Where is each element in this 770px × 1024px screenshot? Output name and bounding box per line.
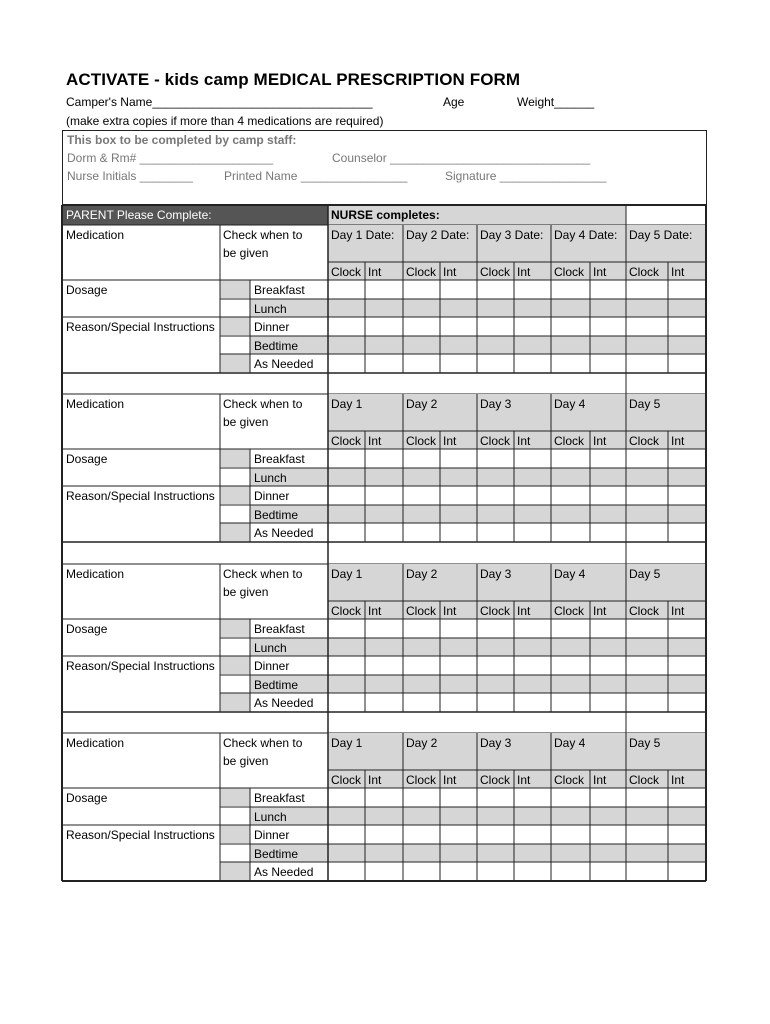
check-when-label: Check when to (223, 397, 303, 411)
clock-label: Clock (331, 773, 362, 787)
check-when-label-2: be given (223, 754, 269, 768)
reason-label: Reason/Special Instructions (66, 489, 215, 503)
day-label: Day 5 (629, 397, 661, 411)
blank (220, 601, 328, 619)
clock-label: Clock (331, 604, 362, 618)
blank (62, 262, 220, 280)
blank (220, 431, 328, 449)
row-shade (250, 299, 706, 317)
blank (220, 262, 328, 280)
medication-label: Medication (66, 228, 125, 242)
clock-label: Clock (406, 434, 437, 448)
day-label: Day 3 (480, 567, 512, 581)
dosage-label: Dosage (66, 791, 108, 805)
day-label: Day 4 (554, 397, 586, 411)
check-shade-dinner (220, 825, 250, 843)
time-label-dinner: Dinner (254, 320, 290, 334)
check-shade-asneeded (220, 693, 250, 711)
int-label: Int (517, 434, 531, 448)
day-label: Day 4 (554, 736, 586, 750)
signature-field[interactable]: Signature ________________ (445, 169, 607, 183)
day-label: Day 2 (406, 567, 438, 581)
medication-label: Medication (66, 736, 125, 750)
day-label: Day 1 (331, 736, 363, 750)
day-label: Day 4 (554, 567, 586, 581)
clock-label: Clock (331, 265, 362, 279)
day-label: Day 5 Date: (629, 228, 693, 242)
clock-label: Clock (629, 265, 660, 279)
weight-field[interactable]: Weight______ (517, 95, 595, 109)
blank (62, 601, 220, 619)
reason-label: Reason/Special Instructions (66, 659, 215, 673)
check-when-label-2: be given (223, 415, 269, 429)
time-label-breakfast: Breakfast (254, 452, 305, 466)
time-label-lunch: Lunch (254, 302, 287, 316)
time-label-lunch: Lunch (254, 810, 287, 824)
dosage-label: Dosage (66, 622, 108, 636)
check-shade-dinner (220, 486, 250, 504)
row-shade (250, 844, 706, 862)
check-shade-dinner (220, 317, 250, 335)
int-label: Int (443, 604, 457, 618)
check-when-label-2: be given (223, 585, 269, 599)
printed-name-field[interactable]: Printed Name ________________ (224, 169, 408, 183)
int-label: Int (593, 434, 607, 448)
parent-header: PARENT Please Complete: (66, 208, 212, 222)
int-label: Int (368, 773, 382, 787)
time-label-bedtime: Bedtime (254, 847, 299, 861)
check-shade-asneeded (220, 862, 250, 880)
nurse-header: NURSE completes: (331, 208, 440, 222)
time-label-bedtime: Bedtime (254, 508, 299, 522)
reason-label: Reason/Special Instructions (66, 828, 215, 842)
time-label-as-needed: As Needed (254, 865, 314, 879)
day-label: Day 1 Date: (331, 228, 395, 242)
time-label-bedtime: Bedtime (254, 678, 299, 692)
form-title: ACTIVATE - kids camp MEDICAL PRESCRIPTION FORM (66, 70, 521, 89)
medication-label: Medication (66, 567, 125, 581)
blank (62, 770, 220, 788)
int-label: Int (671, 434, 685, 448)
row-shade (250, 675, 706, 693)
int-label: Int (671, 265, 685, 279)
int-label: Int (443, 773, 457, 787)
check-when-label-2: be given (223, 246, 269, 260)
day-label: Day 2 (406, 736, 438, 750)
clock-label: Clock (406, 604, 437, 618)
clock-label: Clock (554, 604, 585, 618)
day-label: Day 1 (331, 397, 363, 411)
camper-name-field[interactable]: Camper's Name_________________________________ (66, 95, 373, 109)
time-label-dinner: Dinner (254, 489, 290, 503)
clock-label: Clock (480, 434, 511, 448)
row-shade (250, 336, 706, 354)
check-when-label: Check when to (223, 228, 303, 242)
day-label: Day 4 Date: (554, 228, 618, 242)
time-label-breakfast: Breakfast (254, 791, 305, 805)
clock-label: Clock (480, 604, 511, 618)
int-label: Int (593, 265, 607, 279)
time-label-breakfast: Breakfast (254, 622, 305, 636)
time-label-bedtime: Bedtime (254, 339, 299, 353)
int-label: Int (368, 604, 382, 618)
check-shade-asneeded (220, 354, 250, 372)
int-label: Int (517, 604, 531, 618)
clock-label: Clock (554, 434, 585, 448)
time-label-as-needed: As Needed (254, 357, 314, 371)
check-shade-breakfast (220, 619, 250, 637)
check-shade-asneeded (220, 523, 250, 541)
check-when-label: Check when to (223, 736, 303, 750)
int-label: Int (368, 434, 382, 448)
check-shade-dinner (220, 656, 250, 674)
dosage-label: Dosage (66, 452, 108, 466)
int-label: Int (517, 265, 531, 279)
day-label: Day 3 (480, 736, 512, 750)
reason-label: Reason/Special Instructions (66, 320, 215, 334)
int-label: Int (443, 265, 457, 279)
row-shade (250, 505, 706, 523)
int-label: Int (671, 604, 685, 618)
row-shade (250, 638, 706, 656)
time-label-as-needed: As Needed (254, 526, 314, 540)
extra-copies-note: (make extra copies if more than 4 medications are required) (66, 114, 384, 128)
counselor-field[interactable]: Counselor ______________________________ (332, 151, 591, 165)
clock-label: Clock (629, 773, 660, 787)
time-label-as-needed: As Needed (254, 696, 314, 710)
blank (220, 770, 328, 788)
blank (62, 431, 220, 449)
check-shade-breakfast (220, 788, 250, 806)
day-label: Day 5 (629, 567, 661, 581)
clock-label: Clock (406, 773, 437, 787)
row-shade (250, 468, 706, 486)
day-label: Day 3 (480, 397, 512, 411)
clock-label: Clock (480, 773, 511, 787)
int-label: Int (368, 265, 382, 279)
int-label: Int (517, 773, 531, 787)
clock-label: Clock (554, 265, 585, 279)
clock-label: Clock (406, 265, 437, 279)
dosage-label: Dosage (66, 283, 108, 297)
int-label: Int (443, 434, 457, 448)
clock-label: Clock (331, 434, 362, 448)
int-label: Int (671, 773, 685, 787)
day-label: Day 2 (406, 397, 438, 411)
check-shade-breakfast (220, 449, 250, 467)
check-shade-breakfast (220, 280, 250, 298)
time-label-dinner: Dinner (254, 659, 290, 673)
time-label-breakfast: Breakfast (254, 283, 305, 297)
time-label-lunch: Lunch (254, 641, 287, 655)
medication-label: Medication (66, 397, 125, 411)
clock-label: Clock (629, 604, 660, 618)
int-label: Int (593, 773, 607, 787)
staff-box-title: This box to be completed by camp staff: (67, 133, 297, 147)
day-label: Day 1 (331, 567, 363, 581)
age-field[interactable]: Age (443, 95, 465, 109)
clock-label: Clock (554, 773, 585, 787)
day-label: Day 5 (629, 736, 661, 750)
time-label-lunch: Lunch (254, 471, 287, 485)
dorm-room-field[interactable]: Dorm & Rm# ____________________ (67, 151, 274, 165)
row-shade (250, 807, 706, 825)
nurse-initials-field[interactable]: Nurse Initials ________ (67, 169, 194, 183)
day-label: Day 3 Date: (480, 228, 544, 242)
time-label-dinner: Dinner (254, 828, 290, 842)
int-label: Int (593, 604, 607, 618)
clock-label: Clock (480, 265, 511, 279)
clock-label: Clock (629, 434, 660, 448)
check-when-label: Check when to (223, 567, 303, 581)
day-label: Day 2 Date: (406, 228, 470, 242)
